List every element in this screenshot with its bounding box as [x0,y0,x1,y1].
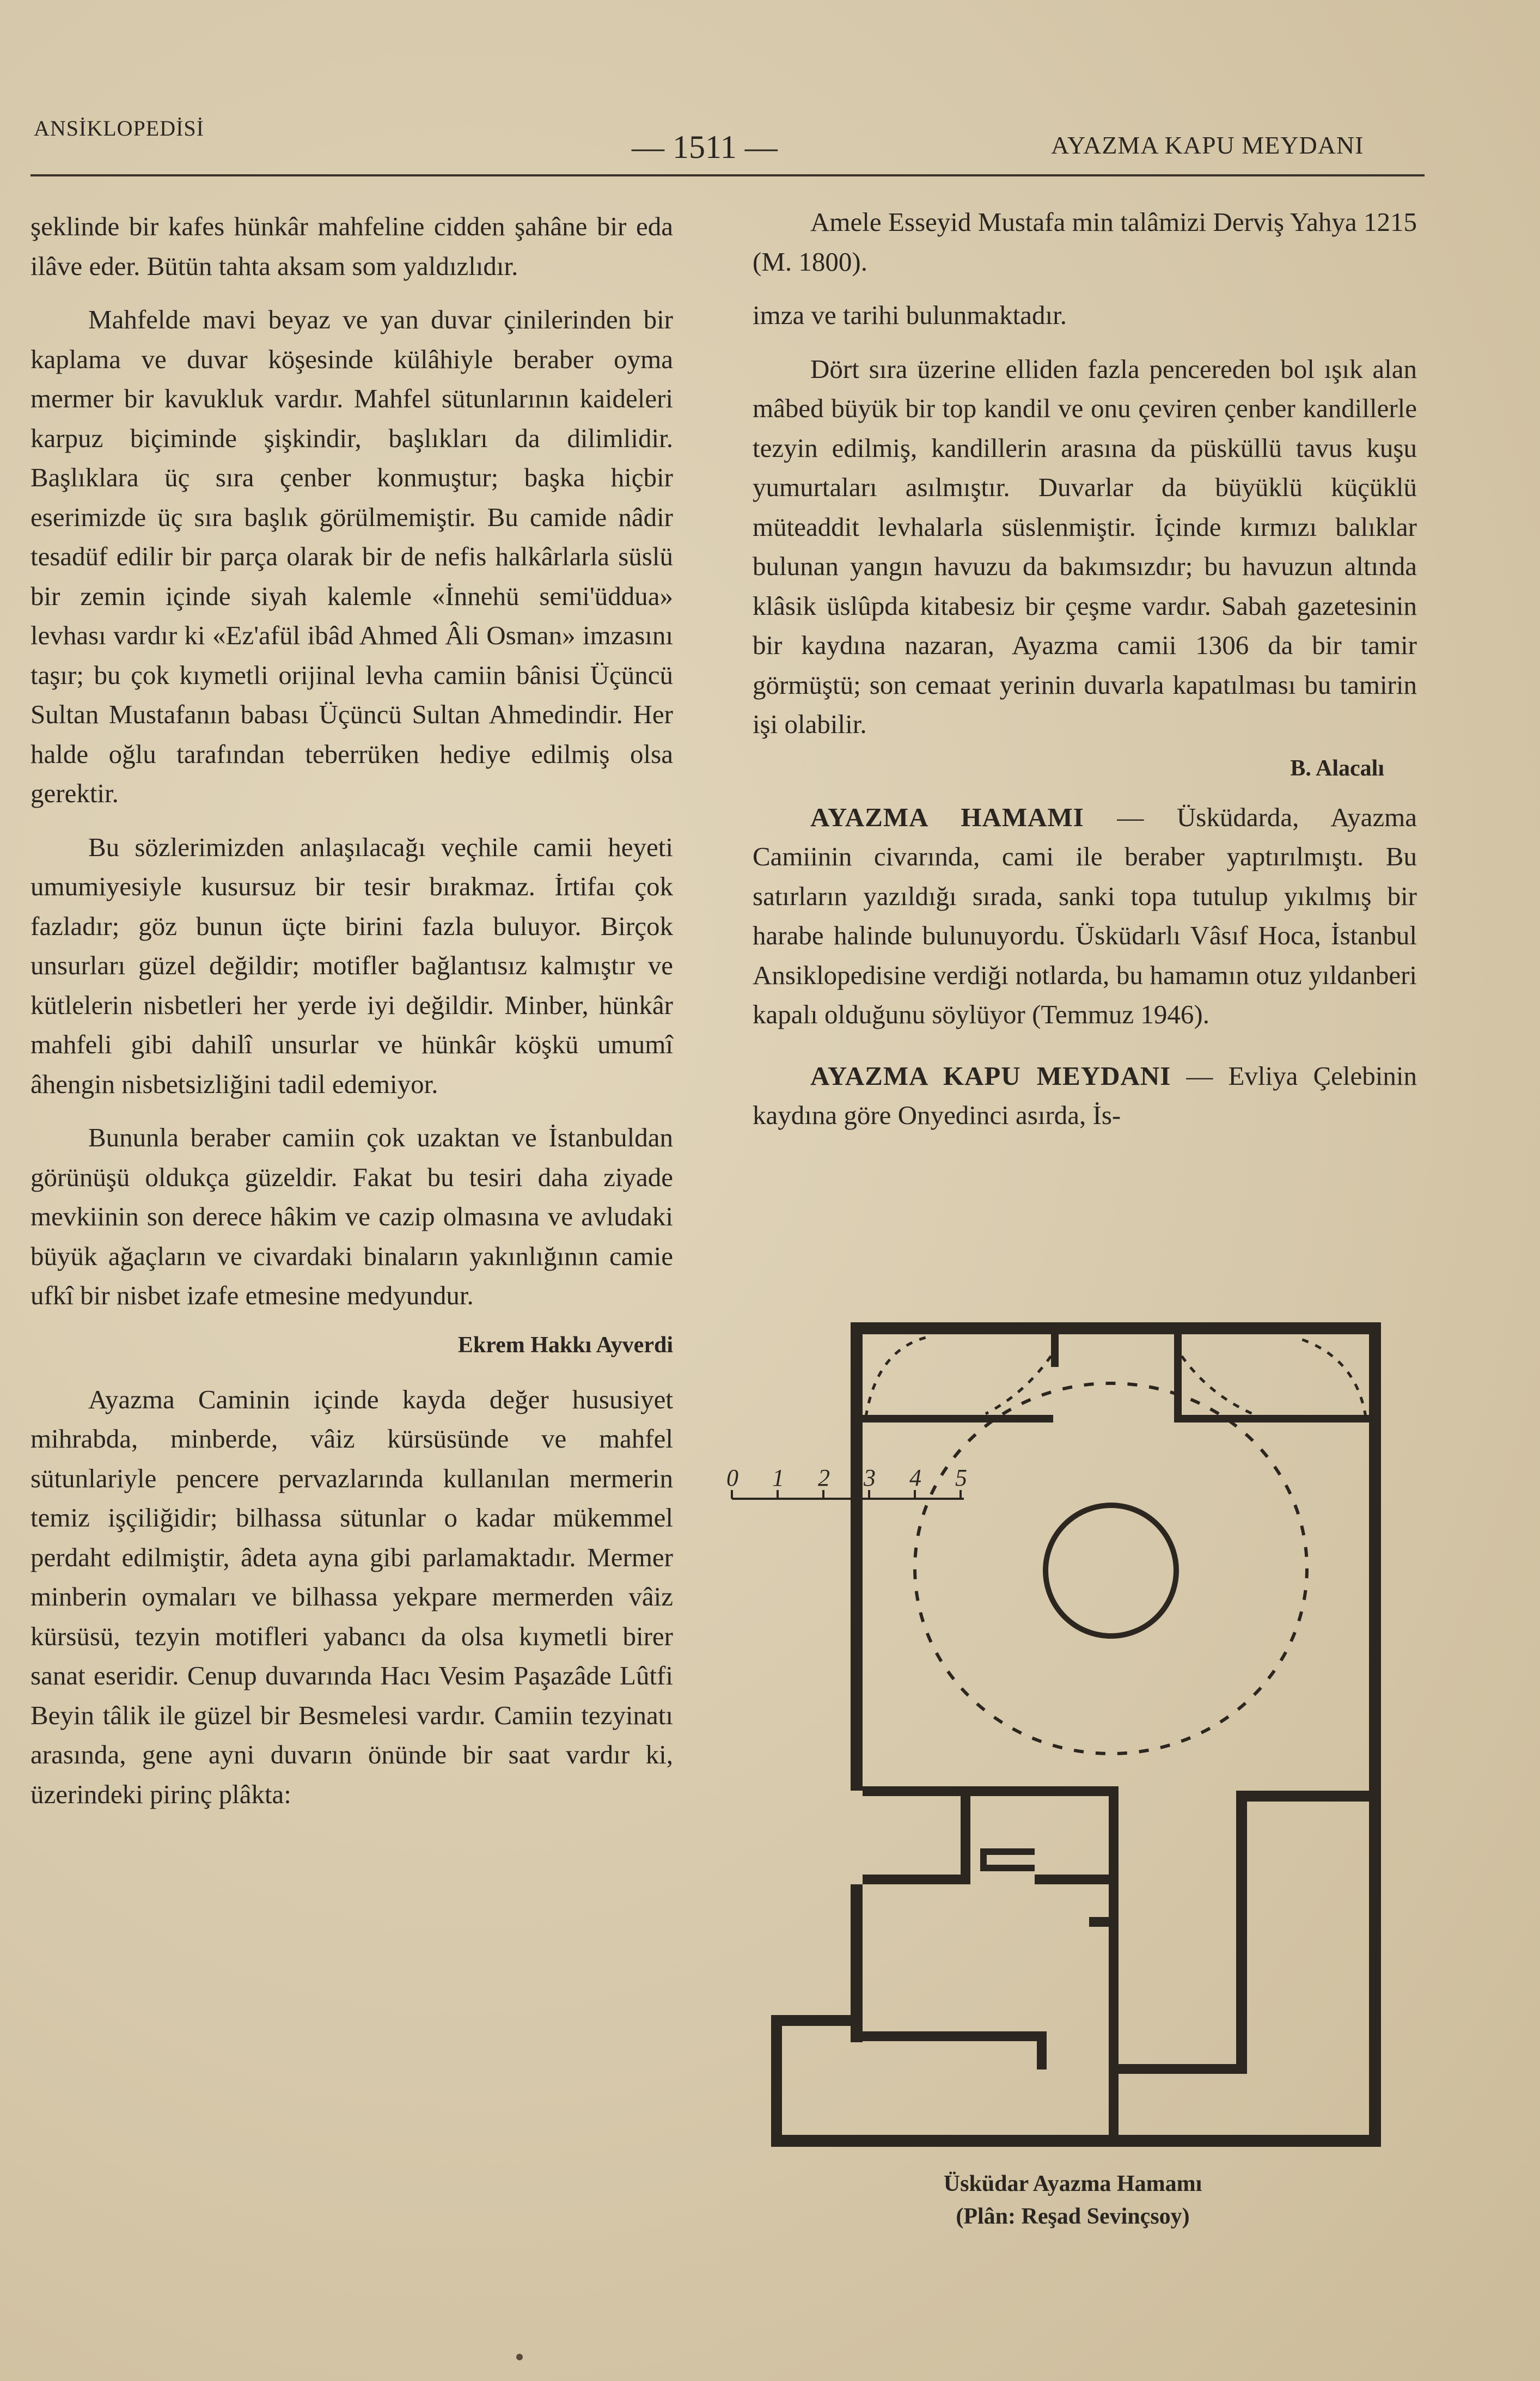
paragraph: Bununla beraber camiin çok uzaktan ve İstanbuldan görünüşü oldukça güzeldir. Fakat bu tesiri daha ziyade mevkiinin son derece hâkim ve cazip olmasına ve avludaki büyük ağaçların ve civardaki binaların yakınlığının camie ufkî bir nisbet izafe etmesine medyundur. [30,1122,673,1310]
plan-caption [784,2168,1361,2233]
article-ayazma-kapu-meydani [753,1057,1417,1135]
plan-caption-title: Üsküdar Ayazma Hamamı [943,2171,1202,2196]
paragraph: Ayazma Caminin içinde kayda değer hususiyet mihrabda, minberde, vâiz kürsüsünde ve mahfel sütunlariyle pencere pervazlarında kullanılan mermerin temiz işçiliğidir; bilhassa sütunlar o kadar mükemmel perdaht edilmiştir, âdeta ayna gibi parlamaktadır. Mermer minberin oymaları ve bilhassa yekpare mermerden vâiz kürsüsü, tezyin motifleri yabancı da olsa kıymetli birer sanat eseridir. Cenup duvarında Hacı Vesim Paşazâde Lûtfi Beyin tâlik ile güzel bir Besmelesi vardır. Camiin tezyinatı arasında, gene ayni duvarın önünde bir saat vardır ki, üzerindeki pirinç plâkta: [30,1384,673,1809]
scale-bar [732,1490,964,1499]
scale-label: 5 [955,1464,967,1491]
clock-inscription: Amele Esseyid Mustafa min talâmizi Derviş Yahya 1215 (M. 1800). [753,207,1417,277]
paragraph: Dört sıra üzerine elliden fazla pencereden bol ışık alan mâbed büyük bir top kandil ve onu çeviren çenber kandillerle tezyin edilmiş, kandillerin arasına da püsküllü tavus kuşu yumurtaları asılmıştır. Duvarlar da büyüklü küçüklü müteaddit levhalarla süslenmiştir. İçinde kırmızı balıklar bulunan yangın havuzu da bakımsızdır; bu havuzun altında klâsik üslûpda kitabesiz bir çeşme vardır. Sabah gazetesinin bir kaydına nazaran, Ayazma camii 1306 da bir tamir görmüştü; son cemaat yerinin duvarla kapatılması bu tamirin işi olabilir. [753,353,1417,739]
header-rule [30,174,1425,176]
paragraph: Mahfelde mavi beyaz ve yan duvar çinilerinden bir kaplama ve duvar köşesinde külâhiyle beraber oyma mermer bir kavukluk vardır. Mahfel sütunlarının kaideleri karpuz biçiminde şişkindir, başlıkları da dilimlidir. Başlıklara üç sıra çenber konmuştur; başka hiçbir eserimizde üç sıra başlık görülmemiştir. Bu camide nâdir tesadüf edilir bir parça olarak bir de nefis halkârlarla süslü bir zemin içinde siyah kalemle «İnnehü semi'üddua» levhası vardır ki «Ez'afül ibâd Ahmed Âli Osman» imzasını taşır; bu çok kıymetli orijinal levha camiin bânisi Üçüncü Sultan Mustafanın babası Üçüncü Sultan Ahmedindir. Her halde oğlu tarafından teberrüken hediye edilmiş olsa gerektir. [30,304,673,808]
running-head-left: ANSİKLOPEDİSİ [34,116,204,141]
left-column [30,207,673,1814]
scale-label: 1 [772,1464,784,1491]
scale-label: 4 [909,1464,921,1491]
author-signature: B. Alacalı [1290,755,1384,781]
right-column [753,203,1417,1135]
hamam-floor-plan [726,1302,1416,2157]
running-head-right: AYAZMA KAPU MEYDANI [1051,131,1364,159]
article-title: AYAZMA HAMAMI [810,802,1084,832]
scale-labels [726,1464,967,1491]
paragraph: Bu sözlerimizden anlaşılacağı veçhile camii heyeti umumiyesiyle kusursuz bir tesir bırakmaz. İrtifaı çok fazladır; göz bunun üçte birini fazla buluyor. Birçok unsurları güzel değildir; motifler bağlantısız kalmıştır ve kütlelerin nisbetleri her yerde iyi değildir. Minber, hünkâr mahfeli gibi dahilî unsurlar ve hünkâr köşkü umumî âhengin nisbetsizliğini tadil edemiyor. [30,832,673,1099]
author-signature: Ekrem Hakkı Ayverdi [457,1332,673,1358]
ink-spot [516,2354,523,2360]
plan-caption-credit: (Plân: Reşad Sevinçsoy) [956,2204,1190,2229]
article-body: — Üsküdarda, Ayazma Camiinin civarında, cami ile beraber yaptırılmıştı. Bu satırların yazıldığı sırada, sanki topa tutulup yıkılmış bir harabe halinde bulunuyordu. Üsküdarlı Vâsıf Hoca, İstanbul Ansiklopedisine verdiği notlarda, bu hamamın otuz yıldanberi kapalı olduğunu söylüyor (Temmuz 1946). [753,802,1417,1029]
scale-label: 3 [864,1464,876,1491]
article-title: AYAZMA KAPU MEYDANI [810,1060,1171,1091]
scale-label: 2 [818,1464,830,1491]
article-body: — Evliya Çelebinin kaydına göre Onyedinci asırda, İs- [753,1060,1417,1130]
page-number: — 1511 — [632,129,778,165]
scale-label: 0 [726,1464,738,1491]
paragraph: şeklinde bir kafes hünkâr mahfeline cidden şahâne bir eda ilâve eder. Bütün tahta aksam som yaldızlıdır. [30,211,673,281]
article-ayazma-hamami [753,798,1417,1035]
paragraph: imza ve tarihi bulunmaktadır. [753,300,1067,330]
